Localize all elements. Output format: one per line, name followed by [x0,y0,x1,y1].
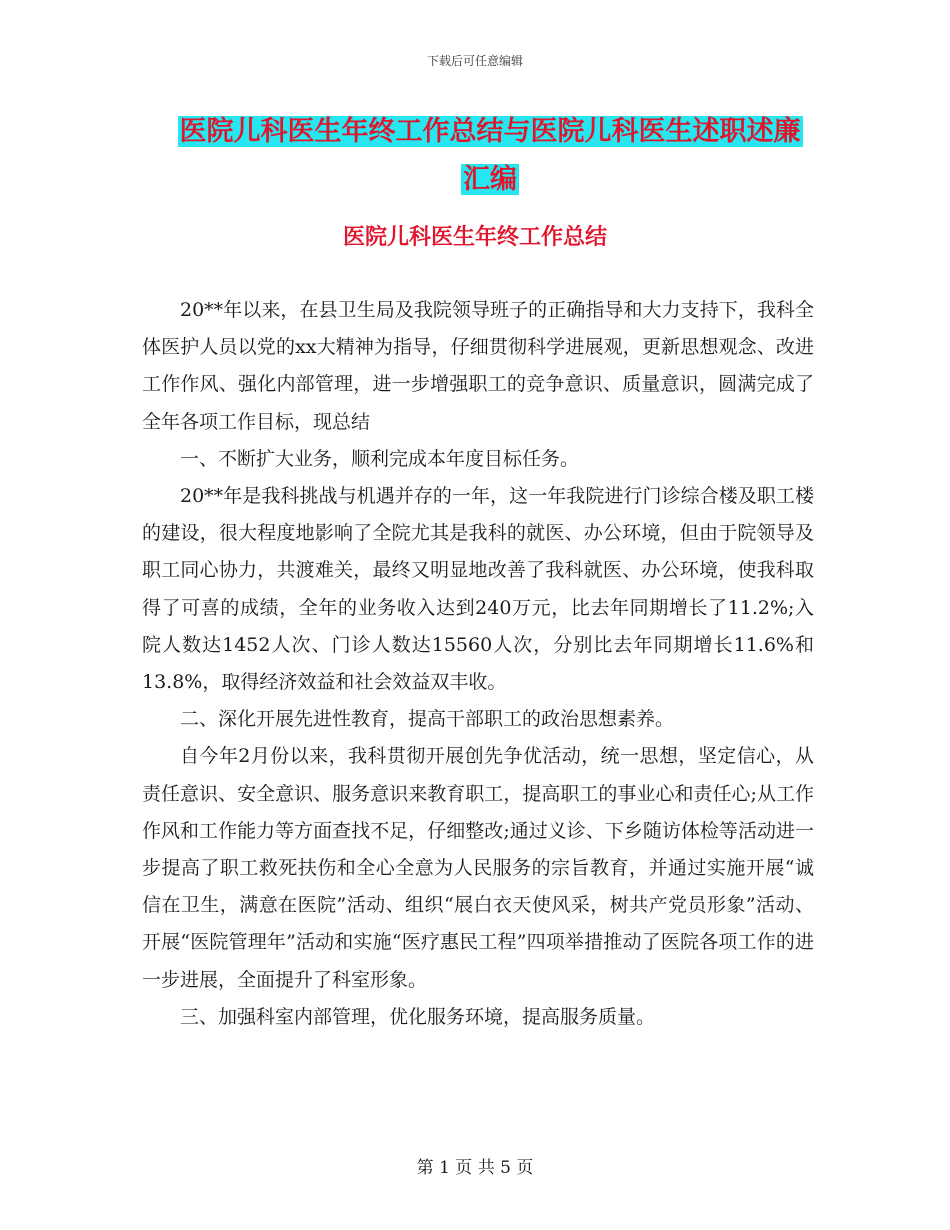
title-line-2: 汇编 [463,164,517,195]
page-footer: 第 1 页 共 5 页 [416,1158,534,1178]
title-line-1: 医院儿科医生年终工作总结与医院儿科医生述职述廉 [179,116,801,147]
header-note: 下载后可任意编辑 [426,54,523,68]
body-text [142,292,814,1036]
paragraph-6: 三、加强科室内部管理，优化服务环境，提高服务质量。 [180,1005,656,1028]
document-title [140,108,840,204]
section-title: 医院儿科医生年终工作总结 [342,225,607,250]
paragraph-4: 二、深化开展先进性教育，提高干部职工的政治思想素养。 [180,708,675,731]
paragraph-1: 20**年以来，在县卫生局及我院领导班子的正确指导和大力支持下，我科全体医护人员以党的xx大精神为指导，仔细贯彻科学进展观，更新思想观念、改进工作作风、强化内部管理，进一步增强职工的竞争意识、质量意识，圆满完成了全年各项工作目标，现总结 [142,299,814,433]
paragraph-3: 20**年是我科挑战与机遇并存的一年，这一年我院进行门诊综合楼及职工楼的建设，很大程度地影响了全院尤其是我科的就医、办公环境，但由于院领导及职工同心协力，共渡难关，最终又明显地改善了我科就医、办公环境，使我科取得了可喜的成绩，全年的业务收入达到240万元，比去年同期增长了11.2%;入院人数达1452人次、门诊人数达15560人次，分别比去年同期增长11.6%和13.8%，取得经济效益和社会效益双丰收。 [142,485,814,694]
paragraph-2: 一、不断扩大业务，顺利完成本年度目标任务。 [180,447,580,470]
paragraph-5: 自今年2月份以来，我科贯彻开展创先争优活动，统一思想，坚定信心，从责任意识、安全意识、服务意识来教育职工，提高职工的事业心和责任心;从工作作风和工作能力等方面查找不足，仔细整改;通过义诊、下乡随访体检等活动进一步提高了职工救死扶伤和全心全意为人民服务的宗旨教育，并通过实施开展“诚信在卫生，满意在医院”活动、组织“展白衣天使风采，树共产党员形象”活动、开展“医院管理年”活动和实施“医疗惠民工程”四项举措推动了医院各项工作的进一步进展，全面提升了科室形象。 [142,745,814,991]
